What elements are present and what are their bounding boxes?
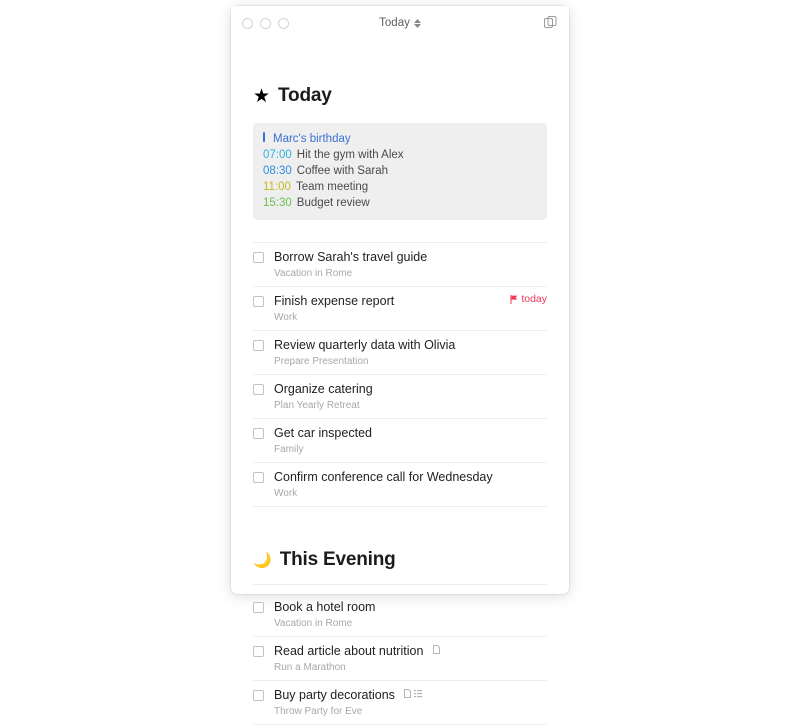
task-body: [274, 292, 547, 324]
checklist-icon: [414, 689, 422, 698]
task-due-tag[interactable]: [510, 293, 547, 305]
task-title: Get car inspected: [274, 426, 372, 440]
zoom-button[interactable]: [278, 18, 289, 29]
task-project: Work: [274, 312, 298, 323]
window-title: Today: [379, 17, 410, 29]
task-title: Confirm conference call for Wednesday: [274, 470, 493, 484]
task-row[interactable]: [253, 463, 547, 507]
evening-section-header: [253, 549, 547, 571]
task-project: Work: [274, 488, 298, 499]
agenda-event-title: Budget review: [296, 197, 370, 209]
agenda-row[interactable]: [263, 179, 537, 195]
task-title: Read article about nutrition: [274, 644, 424, 658]
task-checkbox[interactable]: [253, 690, 264, 701]
task-project: Vacation in Rome: [274, 618, 353, 629]
chevron-up-down-icon[interactable]: [414, 19, 421, 28]
task-body: [274, 642, 547, 674]
task-project: Prepare Presentation: [274, 356, 369, 367]
task-body: [274, 686, 547, 718]
page-title: Today: [278, 85, 332, 106]
note-icon: [404, 689, 411, 698]
task-body: [274, 598, 547, 630]
star-icon: ★: [253, 85, 271, 107]
agenda-row[interactable]: [263, 147, 537, 163]
task-body: [274, 424, 547, 456]
task-checkbox[interactable]: [253, 646, 264, 657]
event-color-bar: [263, 132, 265, 142]
agenda-event-title: Coffee with Sarah: [296, 165, 388, 177]
task-checkbox[interactable]: [253, 602, 264, 613]
agenda-row[interactable]: [263, 163, 537, 179]
agenda-event-time: 08:30: [263, 165, 292, 177]
task-project: Plan Yearly Retreat: [274, 400, 360, 411]
task-checkbox[interactable]: [253, 384, 264, 395]
task-project: Family: [274, 444, 304, 455]
task-row[interactable]: [253, 419, 547, 463]
evening-section-title: This Evening: [279, 549, 396, 570]
task-row[interactable]: [253, 242, 547, 287]
task-body: [274, 380, 547, 412]
task-checkbox[interactable]: [253, 428, 264, 439]
task-title: Book a hotel room: [274, 600, 376, 614]
task-checkbox[interactable]: [253, 472, 264, 483]
today-task-list: [253, 242, 547, 507]
agenda-event-title: Marc's birthday: [273, 133, 351, 145]
task-title: Buy party decorations: [274, 688, 395, 702]
task-checkbox[interactable]: [253, 252, 264, 263]
section-divider: [253, 584, 547, 585]
duplicate-window-icon[interactable]: [544, 16, 557, 34]
minimize-button[interactable]: [260, 18, 271, 29]
task-row[interactable]: [253, 681, 547, 725]
task-row[interactable]: [253, 593, 547, 637]
task-row[interactable]: [253, 331, 547, 375]
task-body: [274, 468, 547, 500]
agenda-event-time: 11:00: [263, 181, 291, 193]
task-row[interactable]: [253, 637, 547, 681]
agenda-event-title: Hit the gym with Alex: [296, 149, 404, 161]
task-title: Finish expense report: [274, 294, 395, 308]
task-body: [274, 336, 547, 368]
agenda-event-time: 15:30: [263, 197, 292, 209]
task-body: [274, 248, 547, 280]
task-checkbox[interactable]: [253, 340, 264, 351]
agenda-event-title: Team meeting: [295, 181, 369, 193]
window-titlebar[interactable]: [231, 6, 569, 40]
traffic-light-group: [242, 18, 289, 29]
task-title: Organize catering: [274, 382, 373, 396]
agenda-row[interactable]: [263, 131, 537, 147]
flag-icon: [510, 295, 518, 304]
task-project: Vacation in Rome: [274, 268, 353, 279]
task-due-label: today: [521, 293, 547, 305]
agenda-row[interactable]: [263, 195, 537, 211]
task-row[interactable]: [253, 375, 547, 419]
task-attachment-icons: [433, 645, 440, 654]
window-content: [231, 40, 569, 725]
app-window: [231, 6, 569, 717]
task-project: Run a Marathon: [274, 662, 346, 673]
task-title: Borrow Sarah's travel guide: [274, 250, 428, 264]
task-row[interactable]: [253, 287, 547, 331]
task-checkbox[interactable]: [253, 296, 264, 307]
agenda-event-time: 07:00: [263, 149, 292, 161]
evening-task-list: [253, 593, 547, 725]
note-icon: [433, 645, 440, 654]
close-button[interactable]: [242, 18, 253, 29]
evening-section: [253, 549, 547, 725]
task-attachment-icons: [404, 689, 422, 698]
agenda-card[interactable]: [253, 123, 547, 220]
task-project: Throw Party for Eve: [274, 706, 363, 717]
task-title: Review quarterly data with Olivia: [274, 338, 456, 352]
today-section-header: [253, 85, 547, 107]
moon-icon: 🌙: [253, 551, 272, 569]
